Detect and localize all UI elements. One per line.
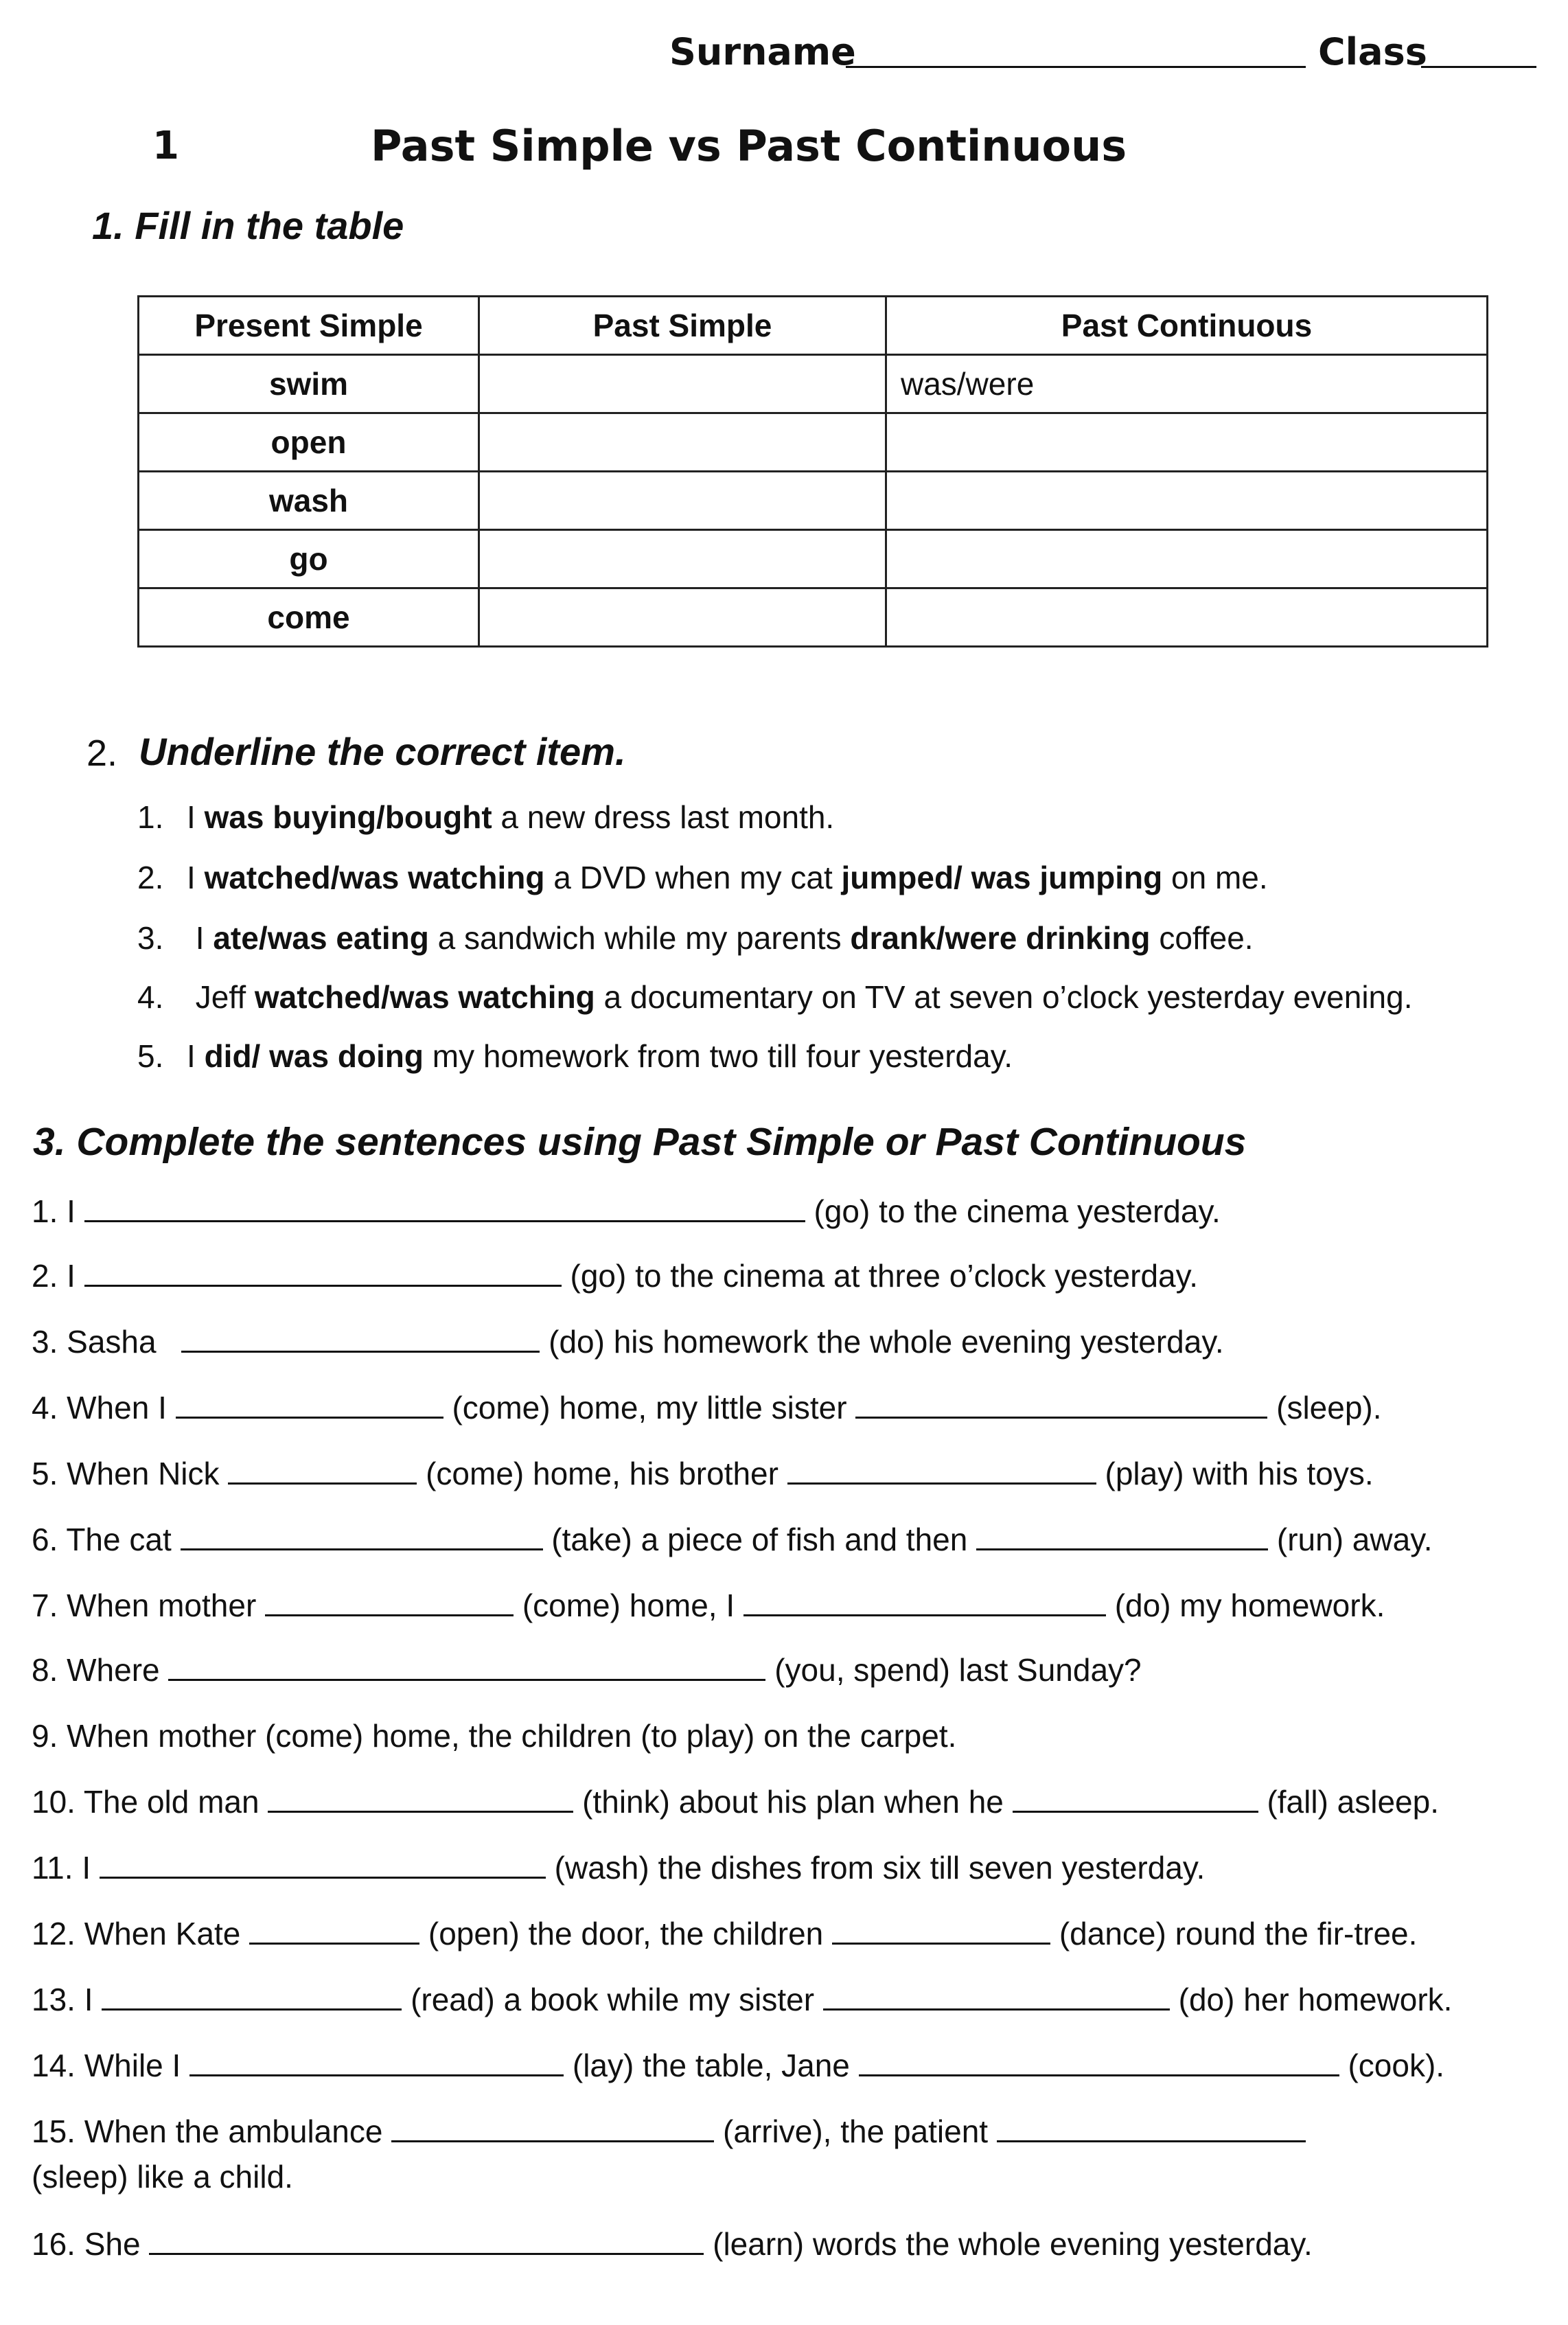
answer-blank[interactable] — [391, 2113, 714, 2142]
answer-blank[interactable] — [855, 1389, 1267, 1419]
item-text: coffee. — [1150, 920, 1254, 956]
answer-blank[interactable] — [84, 1193, 805, 1222]
answer-blank[interactable] — [181, 1521, 543, 1550]
sentence-2 — [32, 1257, 1198, 1295]
answer-blank[interactable] — [168, 1651, 765, 1681]
column-header: Present Simple — [139, 297, 479, 355]
present-simple-cell: swim — [139, 355, 479, 413]
sentence-4 — [32, 1388, 1382, 1427]
sentence-15-continued: (sleep) like a child. — [32, 2159, 293, 2195]
sentence-text: 6. The cat — [32, 1522, 172, 1557]
table-row — [139, 472, 1488, 530]
item-text: a new dress last month. — [492, 799, 835, 835]
sentence-text: (go) to the cinema yesterday. — [814, 1193, 1221, 1229]
answer-blank[interactable] — [976, 1521, 1268, 1550]
underline-item — [137, 1037, 1013, 1075]
verb-table — [137, 295, 1488, 648]
item-text: I — [187, 920, 214, 956]
sentence-text: (lay) the table, Jane — [572, 2048, 850, 2083]
answer-blank[interactable] — [832, 1915, 1050, 1945]
sentence-text: (take) a piece of fish and then — [551, 1522, 968, 1557]
sentence-13 — [32, 1980, 1452, 2019]
item-number: 1. — [137, 799, 164, 835]
sentence-3 — [32, 1322, 1224, 1361]
item-number: 5. — [137, 1038, 164, 1074]
column-header: Past Simple — [479, 297, 886, 355]
answer-blank[interactable] — [100, 1849, 546, 1879]
past-simple-cell[interactable] — [479, 413, 886, 472]
present-simple-cell: come — [139, 588, 479, 647]
sentence-7 — [32, 1586, 1385, 1625]
present-simple-cell: wash — [139, 472, 479, 530]
surname-field[interactable] — [846, 38, 1306, 68]
sentence-text: (cook). — [1348, 2048, 1445, 2083]
present-simple-cell: go — [139, 530, 479, 588]
sentence-text: (you, spend) last Sunday? — [774, 1652, 1142, 1688]
sentence-text: 5. When Nick — [32, 1456, 220, 1491]
sentence-14 — [32, 2046, 1444, 2085]
page-title: Past Simple vs Past Continuous — [371, 121, 1127, 171]
sentence-text: (do) her homework. — [1178, 1982, 1453, 2017]
item-text: I — [187, 799, 205, 835]
choice[interactable]: watched/was watching — [204, 860, 545, 895]
sentence-text: (do) my homework. — [1114, 1588, 1385, 1623]
sentence-text: 12. When Kate — [32, 1916, 241, 1951]
item-number: 2. — [137, 860, 164, 895]
answer-blank[interactable] — [823, 1981, 1170, 2011]
past-continuous-cell[interactable] — [886, 530, 1488, 588]
item-text: a sandwich while my parents — [428, 920, 851, 956]
choice[interactable]: was buying/bought — [204, 799, 492, 835]
sentence-text: (dance) round the fir-tree. — [1059, 1916, 1418, 1951]
choice[interactable]: drank/were drinking — [850, 920, 1151, 956]
sentence-1 — [32, 1192, 1221, 1230]
sentence-text: (learn) words the whole evening yesterday. — [713, 2226, 1313, 2262]
sentence-text: 4. When I — [32, 1390, 167, 1425]
sentence-text: (think) about his plan when he — [582, 1784, 1004, 1820]
sentence-text: 13. I — [32, 1982, 93, 2017]
sentence-text: 8. Where — [32, 1652, 160, 1688]
sentence-text: 7. When mother — [32, 1588, 257, 1623]
surname-label: Surname — [669, 30, 856, 73]
table-row — [139, 355, 1488, 413]
past-continuous-cell[interactable] — [886, 413, 1488, 472]
sentence-11 — [32, 1848, 1205, 1887]
table-row — [139, 413, 1488, 472]
choice[interactable]: watched/was watching — [254, 979, 595, 1015]
answer-blank[interactable] — [102, 1981, 402, 2011]
section3-title: 3. Complete the sentences using Past Simple or Past Continuous — [33, 1120, 1247, 1164]
item-text: a DVD when my cat — [544, 860, 842, 895]
past-continuous-cell[interactable] — [886, 588, 1488, 647]
class-field[interactable] — [1421, 38, 1536, 68]
answer-blank[interactable] — [268, 1783, 573, 1813]
sentence-text: (fall) asleep. — [1267, 1784, 1440, 1820]
past-simple-cell[interactable] — [479, 472, 886, 530]
section2-title: Underline the correct item. — [139, 730, 626, 773]
section1-title: 1. Fill in the table — [92, 204, 404, 247]
underline-item — [137, 798, 834, 836]
sentence-text: (come) home, my little sister — [452, 1390, 847, 1425]
underline-item — [137, 858, 1268, 897]
sentence-text: (go) to the cinema at three o’clock yesterday. — [570, 1258, 1198, 1294]
answer-blank[interactable] — [997, 2113, 1306, 2142]
sentence-text: (arrive), the patient — [723, 2114, 989, 2149]
choice[interactable]: jumped/ was jumping — [841, 860, 1163, 895]
choice[interactable]: ate/was eating — [213, 920, 429, 956]
item-text: Jeff — [187, 979, 255, 1015]
underline-item — [137, 978, 1412, 1016]
sentence-text: (sleep). — [1276, 1390, 1382, 1425]
item-text: a documentary on TV at seven o’clock yesterday evening. — [595, 979, 1413, 1015]
answer-blank[interactable] — [228, 1455, 417, 1485]
answer-blank[interactable] — [743, 1587, 1106, 1616]
table-row — [139, 530, 1488, 588]
present-simple-cell: open — [139, 413, 479, 472]
column-header: Past Continuous — [886, 297, 1488, 355]
sentence-text: 9. When mother (come) home, the children (to play) on the carpet. — [32, 1718, 957, 1754]
sentence-10 — [32, 1783, 1439, 1821]
sentence-text: (come) home, his brother — [426, 1456, 779, 1491]
past-simple-cell[interactable] — [479, 355, 886, 413]
past-simple-cell[interactable] — [479, 588, 886, 647]
underline-item — [137, 919, 1254, 957]
answer-blank[interactable] — [189, 2047, 564, 2076]
section2-title-number: 2. — [87, 733, 118, 774]
table-header-row — [139, 297, 1488, 355]
class-label: Class — [1318, 30, 1427, 73]
answer-blank[interactable] — [249, 1915, 419, 1945]
answer-blank[interactable] — [176, 1389, 443, 1419]
sentence-text: (come) home, I — [522, 1588, 735, 1623]
sentence-text: 3. Sasha — [32, 1324, 157, 1360]
choice[interactable]: did/ was doing — [204, 1038, 424, 1074]
answer-blank[interactable] — [181, 1323, 540, 1353]
sentence-text: (do) his homework the whole evening yesterday. — [549, 1324, 1224, 1360]
sentence-12 — [32, 1914, 1417, 1953]
item-number: 4. — [137, 979, 164, 1015]
answer-blank[interactable] — [149, 2225, 704, 2255]
item-text: I — [187, 860, 205, 895]
sentence-text: (read) a book while my sister — [411, 1982, 815, 2017]
sentence-text: 16. She — [32, 2226, 141, 2262]
sentence-5 — [32, 1454, 1374, 1493]
item-text: on me. — [1162, 860, 1268, 895]
item-text: I — [187, 1038, 205, 1074]
answer-blank[interactable] — [787, 1455, 1096, 1485]
worksheet-number: 1 — [152, 124, 179, 168]
answer-blank[interactable] — [859, 2047, 1339, 2076]
sentence-text: (open) the door, the children — [428, 1916, 824, 1951]
sentence-9 — [32, 1717, 956, 1755]
answer-blank[interactable] — [1013, 1783, 1258, 1813]
sentence-text: 10. The old man — [32, 1784, 260, 1820]
past-continuous-cell[interactable] — [886, 472, 1488, 530]
sentence-text: (wash) the dishes from six till seven yesterday. — [554, 1850, 1206, 1886]
answer-blank[interactable] — [265, 1587, 514, 1616]
sentence-text: 1. I — [32, 1193, 76, 1229]
sentence-text: 15. When the ambulance — [32, 2114, 383, 2149]
item-text: my homework from two till four yesterday. — [424, 1038, 1013, 1074]
answer-blank[interactable] — [84, 1257, 562, 1287]
past-simple-cell[interactable] — [479, 530, 886, 588]
table-row — [139, 588, 1488, 647]
sentence-6 — [32, 1520, 1433, 1559]
past-continuous-cell[interactable]: was/were — [886, 355, 1488, 413]
sentence-text: 14. While I — [32, 2048, 181, 2083]
sentence-text: (play) with his toys. — [1105, 1456, 1374, 1491]
sentence-16 — [32, 2225, 1313, 2263]
sentence-text: (run) away. — [1276, 1522, 1433, 1557]
sentence-8 — [32, 1651, 1142, 1689]
sentence-text: 11. I — [32, 1850, 91, 1886]
item-number: 3. — [137, 920, 164, 956]
sentence-text: 2. I — [32, 1258, 76, 1294]
sentence-15 — [32, 2112, 1306, 2151]
